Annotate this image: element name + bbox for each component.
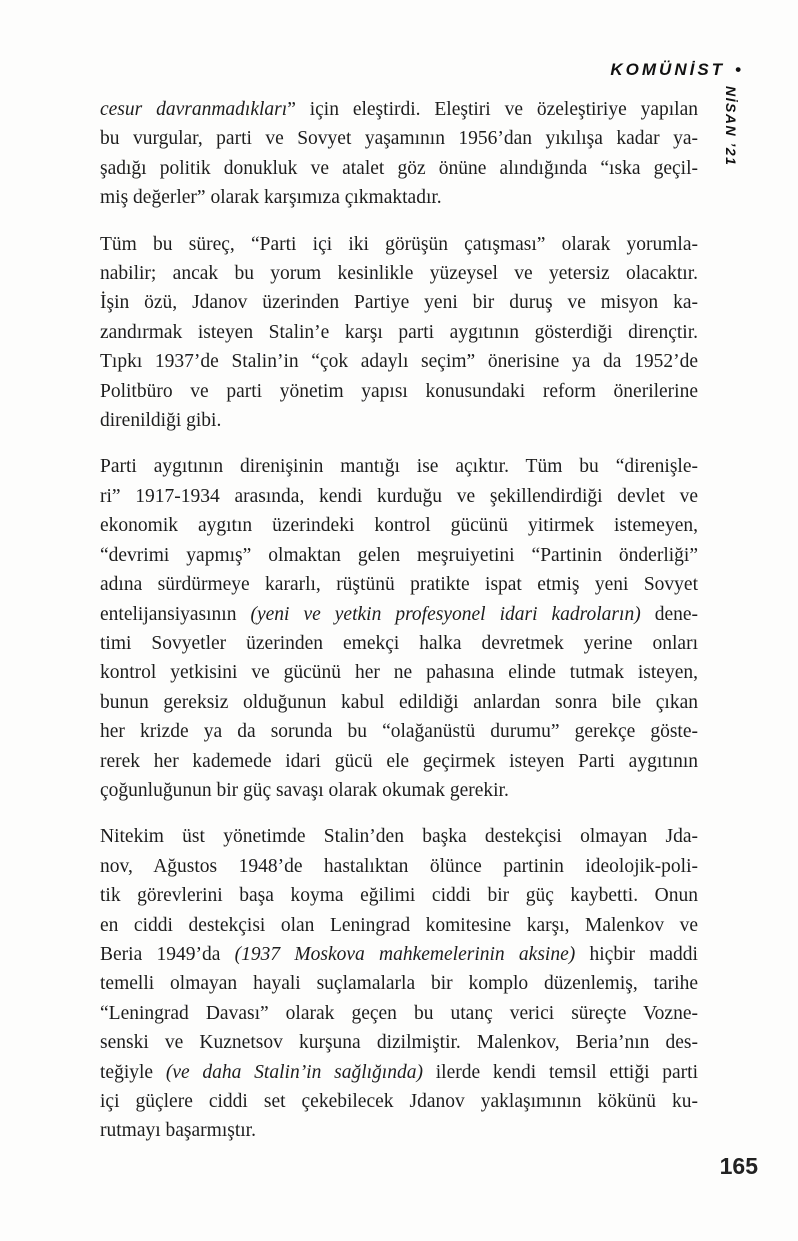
text-line — [100, 377, 698, 406]
running-head — [610, 60, 741, 80]
text-segment: çoğunluğunun bir güç savaşı olarak okumak gerekir. — [100, 779, 509, 801]
text-segment: dene- — [640, 603, 698, 625]
text-line — [100, 852, 698, 881]
text-line — [100, 940, 698, 969]
text-segment: miş değerler” olarak karşımıza çıkmaktadır. — [100, 187, 442, 209]
text-segment: zandırmak isteyen Stalin’e karşı parti aygıtının gösterdiği dirençtir. — [100, 321, 698, 343]
text-segment: entelijansiyasının — [100, 603, 251, 625]
text-line — [100, 881, 698, 910]
text-segment: ilerde kendi temsil ettiği parti — [422, 1061, 699, 1083]
text-line — [100, 1028, 698, 1057]
text-segment: nov, Ağustos 1948’de hastalıktan ölünce partinin ideolojik-poli- — [100, 855, 698, 877]
text-segment: İşin özü, Jdanov üzerinden Partiye yeni bir duruş ve misyon ka- — [100, 292, 698, 314]
text-segment: Parti aygıtının direnişinin mantığı ise açıktır. Tüm bu “direnişle- — [100, 456, 698, 478]
text-line — [100, 95, 698, 124]
text-segment: Beria 1949’da — [100, 943, 235, 965]
text-segment: Tüm bu süreç, “Parti içi iki görüşün çatışması” olarak yorumla- — [100, 233, 698, 255]
header-bullet-icon: • — [735, 60, 741, 79]
text-segment: ekonomik aygıtın üzerindeki kontrol gücünü yitirmek istemeyen, — [100, 515, 698, 537]
text-segment: Politbüro ve parti yönetim yapısı konusundaki reform önerilerine — [100, 380, 698, 402]
text-line — [100, 822, 698, 851]
text-line — [100, 999, 698, 1028]
text-segment: direnildiği gibi. — [100, 410, 222, 432]
text-line — [100, 1116, 698, 1145]
text-segment: adına sürdürmeye kararlı, rüştünü pratikte ispat etmiş yeni Sovyet — [100, 574, 698, 596]
text-line — [100, 347, 698, 376]
text-line — [100, 406, 698, 435]
text-line — [100, 288, 698, 317]
text-line — [100, 776, 698, 805]
magazine-title: KOMÜNİST — [610, 60, 726, 79]
article-body — [100, 95, 698, 1163]
text-segment: timi Sovyetler üzerinden emekçi halka devretmek yerine onları — [100, 632, 698, 654]
text-segment: her krizde ya da sorunda bu “olağanüstü durumu” gerekçe göste- — [100, 721, 698, 743]
text-line — [100, 717, 698, 746]
text-segment: rerek her kademede idari gücü ele geçirmek isteyen Parti aygıtının — [100, 750, 698, 772]
text-segment: hiçbir maddi — [575, 943, 698, 965]
text-segment: bunun gereksiz olduğunun kabul edildiği anlardan sonra bile çıkan — [100, 691, 698, 713]
text-line — [100, 911, 698, 940]
text-segment: ” için eleştirdi. Eleştiri ve özeleştiriye yapılan — [287, 99, 699, 120]
paragraph — [100, 95, 698, 213]
text-line — [100, 658, 698, 687]
text-line — [100, 688, 698, 717]
text-line — [100, 747, 698, 776]
text-segment: senski ve Kuznetsov kurşuna dizilmiştir. Malenkov, Beria’nın des- — [100, 1032, 698, 1054]
text-segment: Nitekim üst yönetimde Stalin’den başka destekçisi olmayan Jda- — [100, 826, 698, 848]
text-line — [100, 511, 698, 540]
text-segment: Tıpkı 1937’de Stalin’in “çok adaylı seçim” önerisine ya da 1952’de — [100, 351, 698, 373]
text-segment: kontrol yetkisini ve gücünü her ne pahasına elinde tutmak isteyen, — [100, 662, 698, 684]
text-line — [100, 570, 698, 599]
text-line — [100, 230, 698, 259]
text-segment: en ciddi destekçisi olan Leningrad komitesine karşı, Malenkov ve — [100, 914, 698, 936]
italic-text-segment: cesur davranmadıkları — [100, 99, 288, 120]
text-segment: temelli olmayan hayali suçlamalarla bir komplo düzenlemiş, tarihe — [100, 973, 698, 995]
text-segment: şadığı politik donukluk ve atalet göz önüne alındığında “ıska geçil- — [100, 157, 698, 179]
text-line — [100, 969, 698, 998]
text-segment: rutmayı başarmıştır. — [100, 1120, 256, 1142]
text-segment: ri” 1917-1934 arasında, kendi kurduğu ve şekillendirdiği devlet ve — [100, 485, 698, 507]
text-line — [100, 541, 698, 570]
text-line — [100, 452, 698, 481]
text-line — [100, 1087, 698, 1116]
text-segment: “devrimi yapmış” olmaktan gelen meşruiyetini “Partinin önderliği” — [100, 544, 698, 566]
italic-text-segment: (ve daha Stalin’in sağlığında) — [165, 1061, 423, 1083]
text-segment: nabilir; ancak bu yorum kesinlikle yüzeysel ve yetersiz olacaktır. — [100, 263, 698, 285]
text-line — [100, 124, 698, 153]
text-line — [100, 259, 698, 288]
page-number: 165 — [719, 1153, 758, 1179]
paragraph — [100, 822, 698, 1145]
text-segment: “Leningrad Davası” olarak geçen bu utanç verici süreçte Vozne- — [100, 1002, 698, 1024]
italic-text-segment: (yeni ve yetkin profesyonel idari kadroların) — [250, 603, 641, 625]
text-line — [100, 482, 698, 511]
paragraph — [100, 230, 698, 436]
text-segment: tik görevlerini başa koyma eğilimi ciddi bir güç kaybetti. Onun — [100, 885, 698, 907]
text-segment: teğiyle — [100, 1061, 166, 1083]
text-line — [100, 183, 698, 212]
text-line — [100, 318, 698, 347]
text-line — [100, 154, 698, 183]
text-line — [100, 600, 698, 629]
text-line — [100, 1058, 698, 1087]
text-line — [100, 629, 698, 658]
paragraph — [100, 452, 698, 805]
italic-text-segment: (1937 Moskova mahkemelerinin aksine) — [234, 943, 576, 965]
issue-label: NİSAN ’21 — [723, 86, 739, 167]
text-segment: bu vurgular, parti ve Sovyet yaşamının 1956’dan yıkılışa kadar ya- — [100, 128, 698, 150]
text-segment: içi güçlere ciddi set çekebilecek Jdanov yaklaşımının kökünü ku- — [100, 1091, 698, 1112]
